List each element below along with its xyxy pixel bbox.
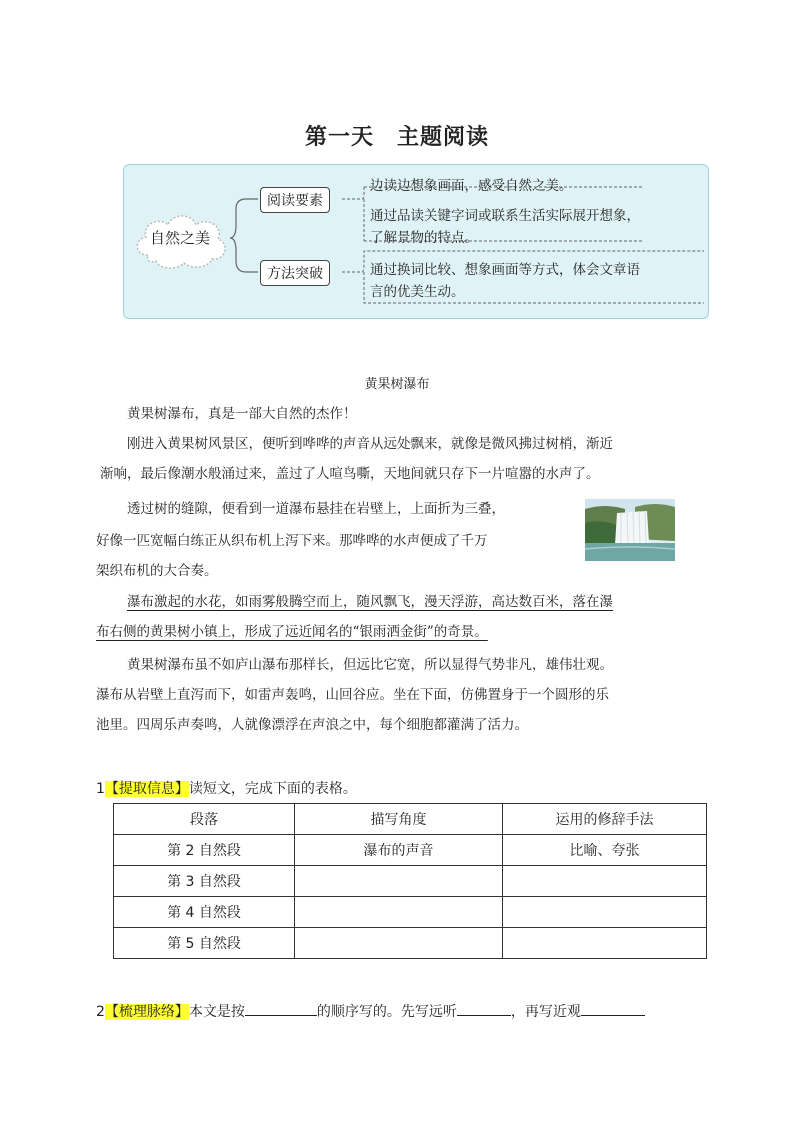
question-number: 1 [96,781,105,797]
table-answer-cell[interactable] [503,897,707,928]
question-text: ，再写近观 [510,1004,581,1020]
mindmap-note: 边读边想象画面，感受自然之美。 [370,178,573,194]
table-row [114,928,707,959]
table-cell: 第 5 自然段 [114,928,295,959]
table-answer-cell[interactable] [503,928,707,959]
table-cell: 第 2 自然段 [114,835,295,866]
table-cell: 瀑布的声音 [295,835,503,866]
question-2 [96,1001,645,1021]
article-paragraph: 架织布机的大合奏。 [96,563,218,579]
waterfall-photo [585,499,675,561]
article-paragraph-underlined: 瀑布激起的水花，如雨雾般腾空而上，随风飘飞，漫天浮游，高达数百米，落在瀑 [127,594,613,610]
article-paragraph: 池里。四周乐声奏鸣，人就像漂浮在声浪之中，每个细胞都灌满了活力。 [96,717,528,733]
question-tag: 【梳理脉络】 [104,1004,189,1020]
table-header: 描写角度 [295,804,503,835]
fill-blank[interactable] [245,1001,317,1016]
question-number: 2 [96,1004,105,1020]
table-row [114,835,707,866]
article-paragraph: 渐响，最后像潮水般涌过来，盖过了人喧鸟嘶，天地间就只存下一片喧嚣的水声了。 [100,466,600,482]
question-text: 本文是按 [188,1004,245,1020]
article-paragraph-underlined: 布右侧的黄果树小镇上，形成了远近闻名的“银雨洒金街”的奇景。 [96,624,488,640]
table-header: 运用的修辞手法 [503,804,707,835]
table-cell: 比喻、夸张 [503,835,707,866]
article-paragraph: 瀑布从岩壁上直泻而下，如雷声轰鸣，山回谷应。坐在下面，仿佛置身于一个圆形的乐 [96,687,609,703]
table-row [114,897,707,928]
table-answer-cell[interactable] [295,897,503,928]
mindmap-branch-method: 方法突破 [260,260,330,286]
table-answer-cell[interactable] [503,866,707,897]
article-title: 黄果树瀑布 [364,377,430,392]
question-1 [96,778,357,798]
article-paragraph: 黄果树瀑布虽不如庐山瀑布那样长，但远比它宽，所以显得气势非凡，雄伟壮观。 [127,657,613,673]
table-header: 段落 [114,804,295,835]
table-header-row [114,804,707,835]
article-paragraph: 透过树的缝隙，便看到一道瀑布悬挂在岩壁上，上面折为三叠， [127,501,505,517]
table-answer-cell[interactable] [295,866,503,897]
table-cell: 第 3 自然段 [114,866,295,897]
mindmap-box [123,164,709,319]
article-paragraph: 刚进入黄果树风景区，便听到哗哗的声音从远处飘来，就像是微风拂过树梢，渐近 [127,436,613,452]
question-text: 的顺序写的。先写远听 [316,1004,457,1020]
mindmap-note: 了解景物的特点。 [370,230,478,246]
table-cell: 第 4 自然段 [114,897,295,928]
mindmap-note: 通过换词比较、想象画面等方式，体会文章语 [370,262,640,278]
article-paragraph: 黄果树瀑布，真是一部大自然的杰作！ [127,406,357,422]
mindmap-branch-reading: 阅读要素 [260,187,330,213]
article-paragraph: 好像一匹宽幅白练正从织布机上泻下来。那哗哗的水声便成了千万 [96,533,488,549]
page-title: 第一天 主题阅读 [304,125,489,150]
answer-table [113,803,707,959]
mindmap-note: 通过品读关键字词或联系生活实际展开想象， [370,208,640,224]
fill-blank[interactable] [457,1001,511,1016]
mindmap-note: 言的优美生动。 [370,284,465,300]
question-text: 读短文，完成下面的表格。 [188,781,357,797]
fill-blank[interactable] [581,1001,645,1016]
table-answer-cell[interactable] [295,928,503,959]
question-tag: 【提取信息】 [104,781,189,797]
mindmap-root: 自然之美 [149,229,210,247]
table-row [114,866,707,897]
